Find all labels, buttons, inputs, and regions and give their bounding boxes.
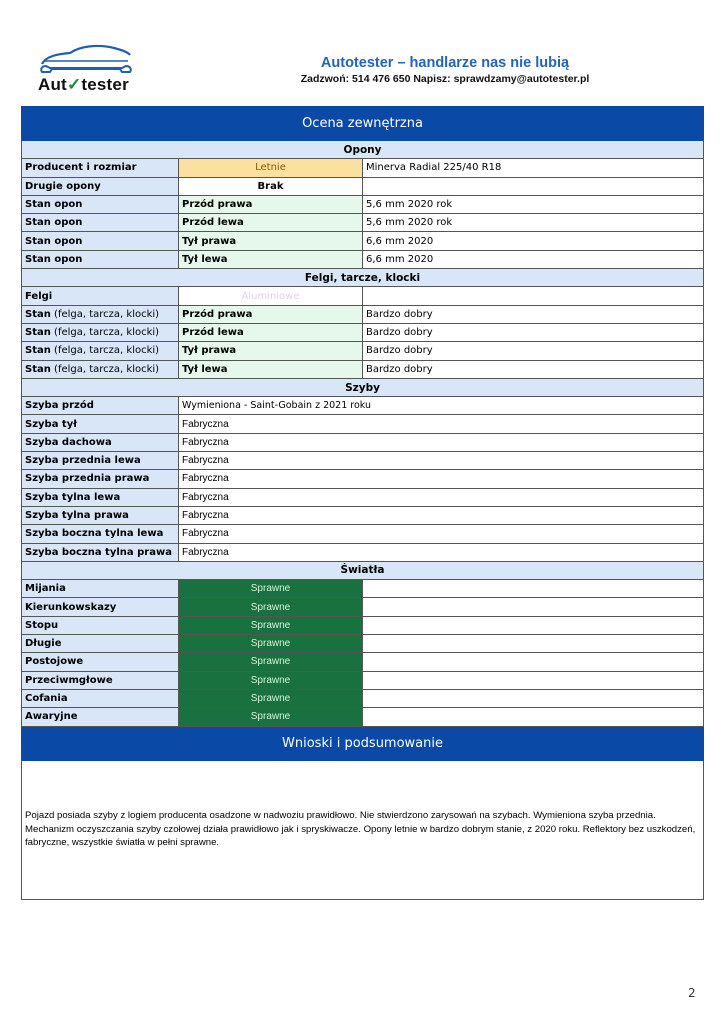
row-value: Bardzo dobry xyxy=(363,305,704,323)
table-row xyxy=(22,525,704,543)
row-label: Postojowe xyxy=(22,653,179,671)
empty-cell xyxy=(363,671,704,689)
table-row xyxy=(22,305,704,323)
row-label: Stan opon xyxy=(22,250,179,268)
table-row xyxy=(22,708,704,726)
tire-type: Letnie xyxy=(179,159,363,177)
table-row xyxy=(22,342,704,360)
section-opony: Opony xyxy=(22,141,704,159)
row-value: Fabryczna xyxy=(179,525,704,543)
row-position: Przód lewa xyxy=(179,323,363,341)
report-table xyxy=(21,106,704,900)
row-label: Szyba przednia lewa xyxy=(22,452,179,470)
row-label: Felgi xyxy=(22,287,179,305)
row-label: Stan (felga, tarcza, klocki) xyxy=(22,305,179,323)
table-row xyxy=(22,159,704,177)
row-value: 6,6 mm 2020 xyxy=(363,232,704,250)
table-row xyxy=(22,415,704,433)
table-row xyxy=(22,506,704,524)
row-label: Awaryjne xyxy=(22,708,179,726)
summary-text: Pojazd posiada szyby z logiem producenta osadzone w nadwoziu prawidłowo. Nie stwierdzono zarysowań na szybach. Wymieniona szyba przednia. Mechanizm oczyszczania szyby czołowej działa prawidłowo jak i spryskiwacze. Opony letnie w bardzo dobrym stanie, z 2020 roku. Reflektory bez uszkodzeń, fabryczne, wszystkie światła w pełni sprawne. xyxy=(22,760,704,899)
table-row xyxy=(22,323,704,341)
header-title: Autotester – handlarze nas nie lubią xyxy=(320,55,570,71)
row-label: Stan opon xyxy=(22,195,179,213)
empty-cell xyxy=(363,177,704,195)
row-label: Długie xyxy=(22,635,179,653)
table-row xyxy=(22,250,704,268)
section-swiatla: Światła xyxy=(22,561,704,579)
table-row xyxy=(22,195,704,213)
row-label: Producent i rozmiar xyxy=(22,159,179,177)
table-row xyxy=(22,689,704,707)
row-label: Szyba boczna tylna prawa xyxy=(22,543,179,561)
summary-title: Wnioski i podsumowanie xyxy=(22,726,704,760)
row-value: Bardzo dobry xyxy=(363,360,704,378)
row-label: Cofania xyxy=(22,689,179,707)
row-label: Stan (felga, tarcza, klocki) xyxy=(22,360,179,378)
row-position: Przód prawa xyxy=(179,305,363,323)
row-value: Fabryczna xyxy=(179,433,704,451)
page-number: 2 xyxy=(688,986,696,1000)
empty-cell xyxy=(363,708,704,726)
row-value: Fabryczna xyxy=(179,470,704,488)
row-label: Szyba przód xyxy=(22,397,179,415)
row-value: Aluminiowe xyxy=(179,287,363,305)
main-title: Ocena zewnętrzna xyxy=(22,107,704,141)
row-value: Brak xyxy=(179,177,363,195)
table-row xyxy=(22,287,704,305)
table-row xyxy=(22,635,704,653)
table-row xyxy=(22,433,704,451)
status-badge: Sprawne xyxy=(179,653,363,671)
section-szyby: Szyby xyxy=(22,378,704,396)
table-row xyxy=(22,177,704,195)
empty-cell xyxy=(363,653,704,671)
status-badge: Sprawne xyxy=(179,598,363,616)
row-label: Stan (felga, tarcza, klocki) xyxy=(22,342,179,360)
row-label: Przeciwmgłowe xyxy=(22,671,179,689)
row-label: Szyba tył xyxy=(22,415,179,433)
row-value: Fabryczna xyxy=(179,543,704,561)
row-label: Stan opon xyxy=(22,214,179,232)
row-position: Tył prawa xyxy=(179,232,363,250)
table-row xyxy=(22,616,704,634)
table-row xyxy=(22,653,704,671)
table-row xyxy=(22,580,704,598)
row-value: Wymieniona - Saint-Gobain z 2021 roku xyxy=(179,397,704,415)
header-contact: Zadzwoń: 514 476 650 Napisz: sprawdzamy@autotester.pl xyxy=(300,73,590,85)
table-row xyxy=(22,598,704,616)
row-label: Szyba tylna lewa xyxy=(22,488,179,506)
row-label: Mijania xyxy=(22,580,179,598)
empty-cell xyxy=(363,635,704,653)
row-label: Kierunkowskazy xyxy=(22,598,179,616)
empty-cell xyxy=(363,580,704,598)
row-position: Przód prawa xyxy=(179,195,363,213)
table-row xyxy=(22,543,704,561)
status-badge: Sprawne xyxy=(179,708,363,726)
table-row xyxy=(22,488,704,506)
row-label: Drugie opony xyxy=(22,177,179,195)
status-badge: Sprawne xyxy=(179,689,363,707)
table-row xyxy=(22,671,704,689)
row-position: Przód lewa xyxy=(179,214,363,232)
car-wrench-icon xyxy=(36,42,136,78)
row-position: Tył prawa xyxy=(179,342,363,360)
row-position: Tył lewa xyxy=(179,250,363,268)
row-label: Stan opon xyxy=(22,232,179,250)
row-value: Minerva Radial 225/40 R18 xyxy=(363,159,704,177)
empty-cell xyxy=(363,616,704,634)
row-position: Tył lewa xyxy=(179,360,363,378)
row-value: Fabryczna xyxy=(179,452,704,470)
row-label: Stopu xyxy=(22,616,179,634)
empty-cell xyxy=(363,689,704,707)
table-row xyxy=(22,452,704,470)
row-label: Szyba boczna tylna lewa xyxy=(22,525,179,543)
table-row xyxy=(22,214,704,232)
row-label: Szyba dachowa xyxy=(22,433,179,451)
autotester-logo xyxy=(36,42,136,98)
row-value: Fabryczna xyxy=(179,488,704,506)
check-icon: ✓ xyxy=(66,75,82,94)
table-row xyxy=(22,232,704,250)
table-row xyxy=(22,397,704,415)
row-value: 5,6 mm 2020 rok xyxy=(363,214,704,232)
empty-cell xyxy=(363,598,704,616)
section-felgi: Felgi, tarcze, klocki xyxy=(22,269,704,287)
logo-text: Aut✓tester xyxy=(38,75,129,94)
row-label: Szyba tylna prawa xyxy=(22,506,179,524)
status-badge: Sprawne xyxy=(179,580,363,598)
row-value: Bardzo dobry xyxy=(363,323,704,341)
status-badge: Sprawne xyxy=(179,635,363,653)
row-value: Fabryczna xyxy=(179,415,704,433)
row-value: Fabryczna xyxy=(179,506,704,524)
row-value: 5,6 mm 2020 rok xyxy=(363,195,704,213)
row-label: Stan (felga, tarcza, klocki) xyxy=(22,323,179,341)
row-value: Bardzo dobry xyxy=(363,342,704,360)
status-badge: Sprawne xyxy=(179,671,363,689)
empty-cell xyxy=(363,287,704,305)
row-label: Szyba przednia prawa xyxy=(22,470,179,488)
row-value: 6,6 mm 2020 xyxy=(363,250,704,268)
status-badge: Sprawne xyxy=(179,616,363,634)
table-row xyxy=(22,360,704,378)
table-row xyxy=(22,470,704,488)
